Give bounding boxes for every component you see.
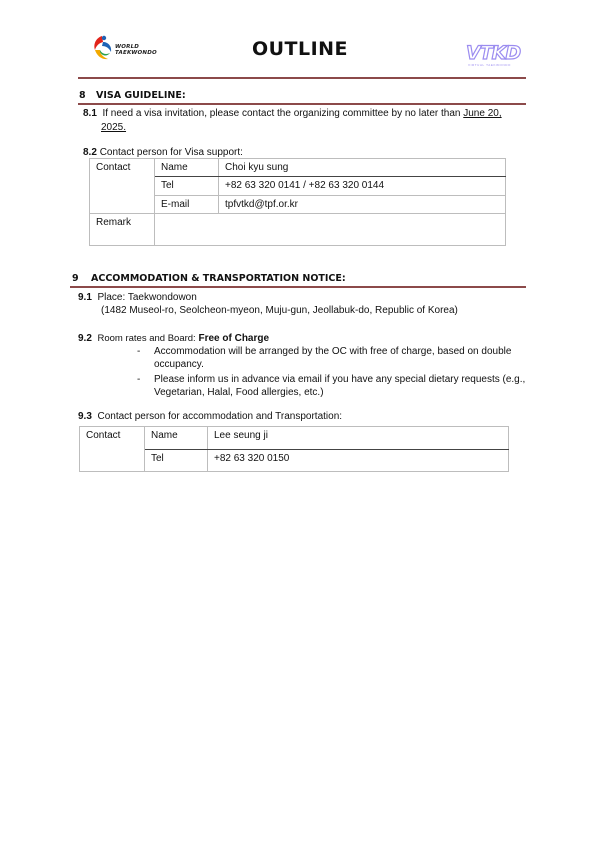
- accommodation-tel-value: +82 63 320 0150: [208, 450, 509, 472]
- visa-name-value: Choi kyu sung: [219, 159, 506, 177]
- page-header: [0, 0, 600, 80]
- visa-email-label: E-mail: [155, 196, 219, 214]
- accommodation-name-value: Lee seung ji: [208, 427, 509, 450]
- item-8-2: 8.2 Contact person for Visa support:: [83, 147, 243, 158]
- visa-contact-table: [89, 158, 506, 246]
- visa-name-label: Name: [155, 159, 219, 177]
- section-9-heading: 9 ACCOMMODATION & TRANSPORTATION NOTICE:: [72, 273, 346, 284]
- item-9-1-address: (1482 Museol-ro, Seolcheon-myeon, Muju-gun, Jeollabuk-do, Republic of Korea): [101, 305, 458, 316]
- list-item: - Please inform us in advance via email if you have any special dietary requests (e.g., Vegetarian, Halal, Food allergies, etc.): [137, 374, 526, 398]
- visa-tel-value: +82 63 320 0141 / +82 63 320 0144: [219, 177, 506, 196]
- item-8-1-deadline-cont: 2025.: [101, 122, 127, 133]
- accommodation-name-label: Name: [145, 427, 208, 450]
- page-title: OUTLINE: [251, 38, 349, 60]
- visa-email-value: tpfvtkd@tpf.or.kr: [219, 196, 506, 214]
- list-item: - Accommodation will be arranged by the OC with free of charge, based on double occupancy.: [137, 346, 512, 370]
- item-9-2: 9.2 Room rates and Board: Free of Charge: [78, 333, 270, 344]
- accommodation-contact-label: Contact: [80, 427, 145, 472]
- item-9-3: 9.3 Contact person for accommodation and Transportation:: [78, 411, 343, 422]
- item-9-1: 9.1 Place: Taekwondowon: [78, 292, 197, 303]
- visa-tel-label: Tel: [155, 177, 219, 196]
- vtkd-logo: VTKD VIRTUAL TAEKWONDO: [466, 42, 521, 67]
- header-divider: [78, 77, 526, 79]
- section-8-heading: 8 VISA GUIDELINE:: [79, 90, 186, 101]
- item-8-1: 8.1 If need a visa invitation, please contact the organizing committee by no later than June 20,: [83, 108, 502, 119]
- accommodation-contact-table: [79, 426, 509, 472]
- visa-remark-label: Remark: [90, 214, 155, 246]
- section-9-divider: [70, 286, 526, 288]
- accommodation-tel-label: Tel: [145, 450, 208, 472]
- world-taekwondo-wordmark: WORLD TAEKWONDO: [115, 44, 157, 56]
- section-8-divider: [78, 103, 526, 105]
- visa-remark-value: [155, 214, 506, 246]
- visa-contact-label: Contact: [90, 159, 155, 214]
